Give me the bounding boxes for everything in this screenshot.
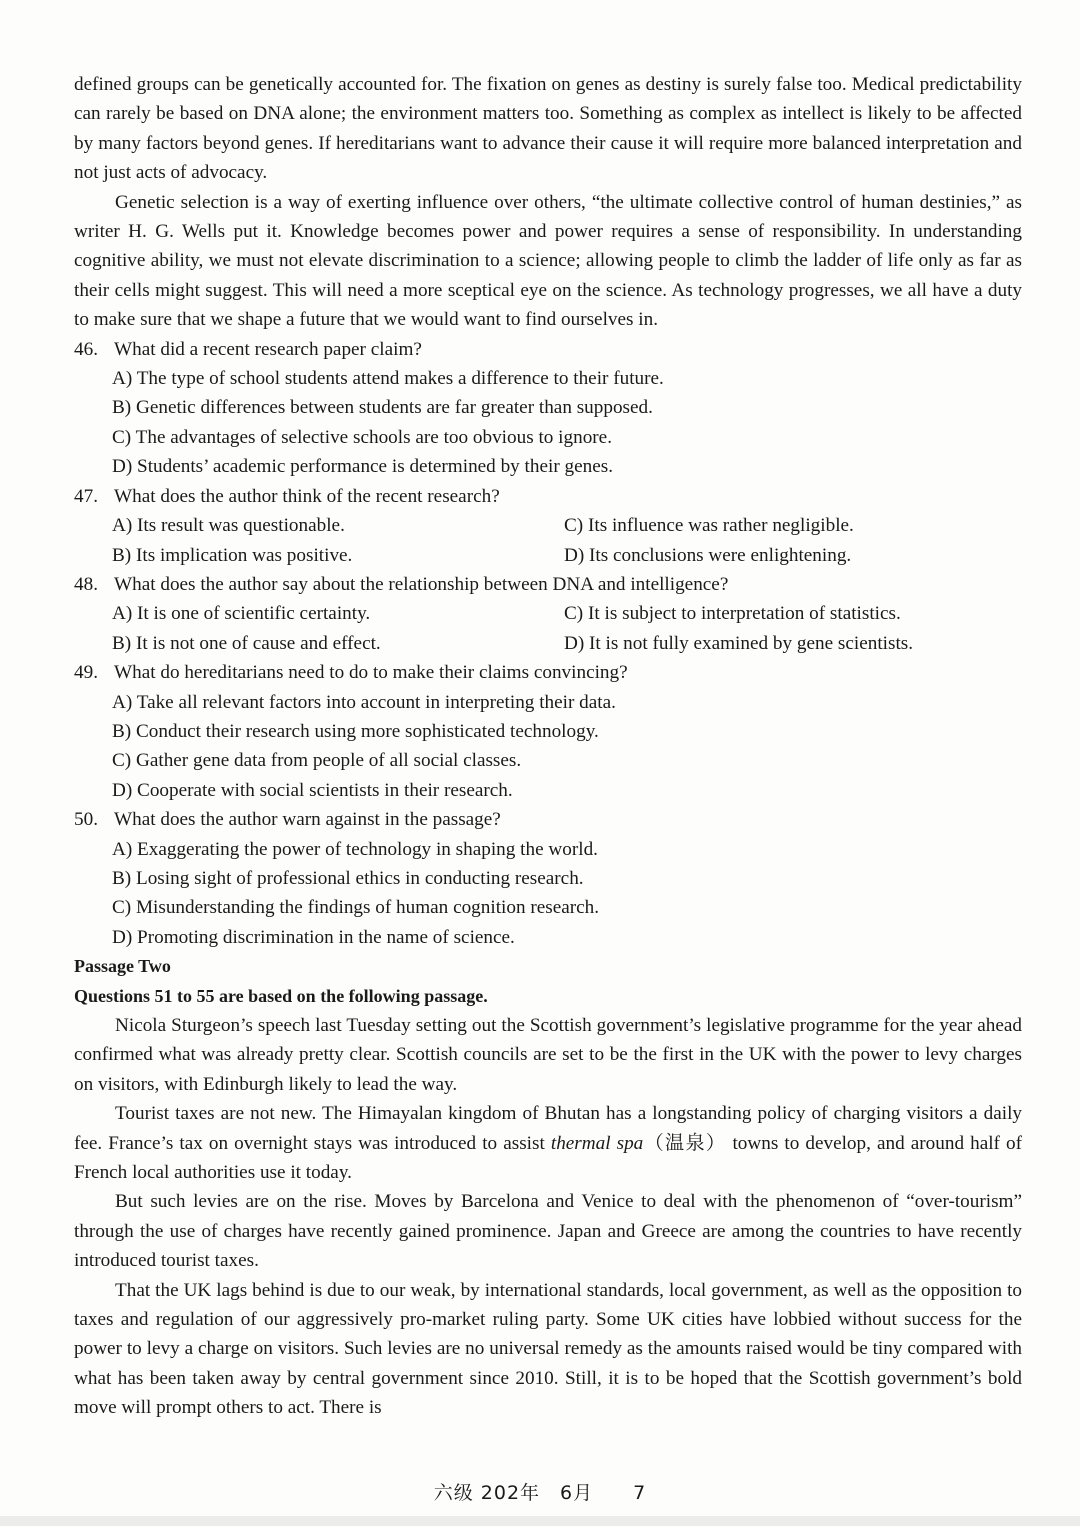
- option-a: A) It is one of scientific certainty.: [112, 603, 371, 625]
- paragraph: Nicola Sturgeon’s speech last Tuesday setting out the Scottish government’s legislative programme for the year ahead confirmed what was already pretty clear. Scottish councils are set to be the first in the UK with the power to levy charges on visitors, with Edinburgh likely to lead the way.: [74, 1015, 1022, 1095]
- option-row: [74, 511, 1022, 540]
- option-d: D) Promoting discrimination in the name of science.: [112, 926, 515, 948]
- option-b: B) Losing sight of professional ethics in conducting research.: [112, 867, 584, 889]
- page-bottom-edge: [0, 1516, 1080, 1526]
- option-c: C) It is subject to interpretation of statistics.: [564, 603, 901, 625]
- question-text: What does the author warn against in the passage?: [114, 809, 501, 831]
- option-d: D) It is not fully examined by gene scientists.: [564, 632, 914, 654]
- paragraph: That the UK lags behind is due to our weak, by international standards, local government, as well as the opposition to taxes and regulation of our aggressively pro-market ruling party. Some UK cities have lobbied without success for the power to levy a charge on visitors. Such levies are no universal remedy as the amounts raised would be tiny compared with what has been taken away by central government since 2010. Still, it is to be hoped that the Scottish government’s bold move will prompt others to act. There is: [74, 1279, 1022, 1419]
- option-d: D) Cooperate with social scientists in their research.: [112, 779, 513, 801]
- option-c: C) Gather gene data from people of all social classes.: [112, 750, 522, 772]
- text-run: Tourist taxes are not new. The Himayalan kingdom of Bhutan has a longstanding policy of charging visitors a daily fee. France’s tax on overnight stays was introduced to assist: [74, 1103, 1022, 1154]
- option-row: [74, 629, 1022, 658]
- option-d: D) Its conclusions were enlightening.: [564, 544, 852, 566]
- option-a: A) The type of school students attend makes a difference to their future.: [112, 368, 664, 390]
- question-number: 50.: [74, 809, 98, 831]
- paragraph: [74, 1099, 1022, 1187]
- question-number: 47.: [74, 485, 98, 507]
- question-number: 49.: [74, 662, 98, 684]
- section-subheading: Questions 51 to 55 are based on the following passage.: [74, 985, 488, 1006]
- question-number: 46.: [74, 338, 98, 360]
- question-50: [74, 805, 1022, 834]
- question-text: What does the author say about the relationship between DNA and intelligence?: [114, 573, 729, 595]
- option-b: B) It is not one of cause and effect.: [112, 632, 381, 654]
- exam-page: [74, 70, 1022, 1423]
- question-48: [74, 570, 1022, 599]
- option-a: A) Exaggerating the power of technology in shaping the world.: [112, 838, 598, 860]
- question-47: [74, 482, 1022, 511]
- question-text: What does the author think of the recent research?: [114, 485, 500, 507]
- italic-term: thermal spa: [550, 1132, 644, 1154]
- question-text: What do hereditarians need to do to make their claims convincing?: [114, 662, 628, 684]
- option-d: D) Students’ academic performance is determined by their genes.: [112, 456, 613, 478]
- option-c: C) The advantages of selective schools are too obvious to ignore.: [112, 426, 612, 448]
- option-row: [74, 541, 1022, 570]
- page-footer: 六级 202年 6月 7: [433, 1482, 647, 1504]
- option-b: B) Genetic differences between students are far greater than supposed.: [112, 397, 653, 419]
- paragraph: Genetic selection is a way of exerting influence over others, “the ultimate collective control of human destinies,” as writer H. G. Wells put it. Knowledge becomes power and power requires a sense of responsibility. In understanding cognitive ability, we must not elevate discrimination to a science; allowing people to climb the ladder of life only as far as their cells might suggest. This will need a more sceptical eye on the science. As technology progresses, we all have a duty to make sure that we shape a future that we would want to find ourselves in.: [74, 191, 1022, 331]
- section-heading: Passage Two: [74, 956, 171, 977]
- question-text: What did a recent research paper claim?: [114, 338, 422, 360]
- paragraph: But such levies are on the rise. Moves by Barcelona and Venice to deal with the phenomenon of “over-tourism” through the use of charges have recently gained prominence. Japan and Greece are among the countries to have recently introduced tourist taxes.: [74, 1191, 1022, 1272]
- question-49: [74, 658, 1022, 687]
- option-c: C) Misunderstanding the findings of human cognition research.: [112, 897, 600, 919]
- option-b: B) Its implication was positive.: [112, 544, 353, 566]
- option-b: B) Conduct their research using more sophisticated technology.: [112, 720, 599, 742]
- question-number: 48.: [74, 573, 98, 595]
- option-a: A) Its result was questionable.: [112, 515, 345, 537]
- text-run: （温泉） towns to develop, and around half of French local authorities use it today.: [74, 1132, 1022, 1184]
- option-a: A) Take all relevant factors into account in interpreting their data.: [112, 691, 616, 713]
- paragraph: defined groups can be genetically accounted for. The fixation on genes as destiny is surely false too. Medical predictability can rarely be based on DNA alone; the environment matters too. Something as complex as intellect is likely to be affected by many factors beyond genes. If hereditarians want to advance their cause it will require more balanced interpretation and not just acts of advocacy.: [74, 74, 1022, 184]
- option-row: [74, 599, 1022, 628]
- question-46: [74, 335, 1022, 364]
- option-c: C) Its influence was rather negligible.: [564, 515, 854, 537]
